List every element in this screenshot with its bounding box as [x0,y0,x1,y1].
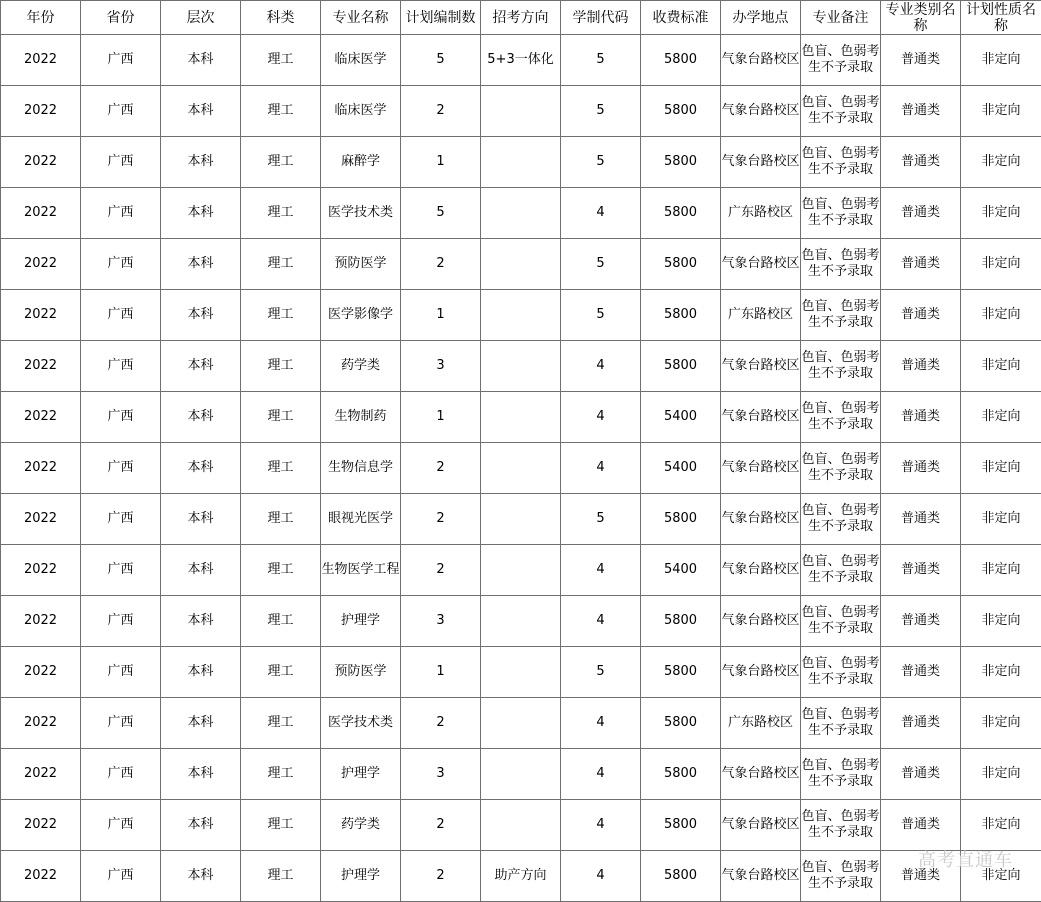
cell-duration-code: 5 [561,86,641,137]
cell-direction [481,494,561,545]
cell-major-name: 医学影像学 [321,290,401,341]
cell-major-name: 护理学 [321,596,401,647]
cell-major-name: 生物医学工程 [321,545,401,596]
cell-campus: 气象台路校区 [721,749,801,800]
cell-plan-nature: 非定向 [961,443,1041,494]
cell-plan-nature: 非定向 [961,188,1041,239]
cell-plan-nature: 非定向 [961,647,1041,698]
cell-plan-count: 2 [401,443,481,494]
cell-year: 2022 [1,188,81,239]
cell-major-name: 预防医学 [321,239,401,290]
cell-fee: 5800 [641,494,721,545]
header-campus: 办学地点 [721,1,801,35]
cell-major-category: 普通类 [881,86,961,137]
cell-subject-type: 理工 [241,545,321,596]
cell-major-category: 普通类 [881,494,961,545]
cell-major-name: 药学类 [321,341,401,392]
cell-level: 本科 [161,290,241,341]
cell-year: 2022 [1,800,81,851]
header-year: 年份 [1,1,81,35]
cell-campus: 气象台路校区 [721,392,801,443]
table-row [1,35,1041,86]
cell-level: 本科 [161,341,241,392]
header-province: 省份 [81,1,161,35]
cell-subject-type: 理工 [241,596,321,647]
table-row [1,698,1041,749]
cell-major-category: 普通类 [881,545,961,596]
cell-subject-type: 理工 [241,35,321,86]
cell-major-name: 生物制药 [321,392,401,443]
cell-subject-type: 理工 [241,494,321,545]
cell-plan-count: 1 [401,137,481,188]
cell-subject-type: 理工 [241,749,321,800]
cell-province: 广西 [81,392,161,443]
cell-major-category: 普通类 [881,443,961,494]
header-fee: 收费标准 [641,1,721,35]
cell-plan-count: 2 [401,698,481,749]
cell-major-category: 普通类 [881,392,961,443]
cell-duration-code: 4 [561,188,641,239]
cell-major-notes: 色盲、色弱考生不予录取 [801,698,881,749]
cell-plan-count: 3 [401,341,481,392]
cell-major-notes: 色盲、色弱考生不予录取 [801,749,881,800]
cell-major-notes: 色盲、色弱考生不予录取 [801,188,881,239]
cell-subject-type: 理工 [241,647,321,698]
table-row [1,239,1041,290]
table-row [1,290,1041,341]
cell-major-notes: 色盲、色弱考生不予录取 [801,545,881,596]
cell-level: 本科 [161,392,241,443]
cell-campus: 气象台路校区 [721,800,801,851]
cell-subject-type: 理工 [241,188,321,239]
cell-campus: 气象台路校区 [721,647,801,698]
table-row [1,341,1041,392]
cell-year: 2022 [1,851,81,902]
cell-fee: 5800 [641,698,721,749]
cell-plan-nature: 非定向 [961,800,1041,851]
cell-duration-code: 4 [561,596,641,647]
table-row [1,86,1041,137]
cell-campus: 气象台路校区 [721,545,801,596]
cell-plan-count: 5 [401,35,481,86]
cell-province: 广西 [81,86,161,137]
header-major-category: 专业类别名称 [881,1,961,35]
cell-level: 本科 [161,86,241,137]
cell-plan-count: 1 [401,647,481,698]
cell-province: 广西 [81,443,161,494]
cell-year: 2022 [1,392,81,443]
cell-year: 2022 [1,596,81,647]
cell-province: 广西 [81,800,161,851]
cell-duration-code: 5 [561,290,641,341]
header-subject-type: 科类 [241,1,321,35]
cell-direction [481,137,561,188]
cell-campus: 气象台路校区 [721,341,801,392]
cell-major-name: 眼视光医学 [321,494,401,545]
table-row [1,494,1041,545]
cell-province: 广西 [81,35,161,86]
cell-major-name: 医学技术类 [321,188,401,239]
cell-major-category: 普通类 [881,596,961,647]
cell-plan-count: 2 [401,545,481,596]
cell-fee: 5400 [641,392,721,443]
cell-duration-code: 4 [561,443,641,494]
cell-major-category: 普通类 [881,851,961,902]
cell-plan-nature: 非定向 [961,392,1041,443]
cell-duration-code: 4 [561,341,641,392]
cell-level: 本科 [161,851,241,902]
cell-major-notes: 色盲、色弱考生不予录取 [801,137,881,188]
cell-direction: 5+3一体化 [481,35,561,86]
cell-year: 2022 [1,545,81,596]
cell-fee: 5800 [641,749,721,800]
cell-major-name: 生物信息学 [321,443,401,494]
cell-major-notes: 色盲、色弱考生不予录取 [801,341,881,392]
table-row [1,137,1041,188]
cell-plan-count: 5 [401,188,481,239]
cell-duration-code: 5 [561,137,641,188]
cell-fee: 5800 [641,290,721,341]
cell-campus: 气象台路校区 [721,239,801,290]
cell-duration-code: 4 [561,545,641,596]
table-row [1,188,1041,239]
header-major-name: 专业名称 [321,1,401,35]
cell-major-notes: 色盲、色弱考生不予录取 [801,851,881,902]
cell-major-name: 临床医学 [321,35,401,86]
cell-subject-type: 理工 [241,137,321,188]
cell-year: 2022 [1,290,81,341]
cell-fee: 5800 [641,86,721,137]
cell-major-notes: 色盲、色弱考生不予录取 [801,494,881,545]
cell-major-notes: 色盲、色弱考生不予录取 [801,35,881,86]
cell-major-category: 普通类 [881,239,961,290]
cell-plan-count: 2 [401,239,481,290]
table-body [1,35,1041,902]
cell-direction [481,392,561,443]
cell-major-notes: 色盲、色弱考生不予录取 [801,647,881,698]
cell-major-category: 普通类 [881,749,961,800]
cell-year: 2022 [1,35,81,86]
cell-province: 广西 [81,749,161,800]
cell-year: 2022 [1,698,81,749]
cell-plan-nature: 非定向 [961,137,1041,188]
cell-plan-nature: 非定向 [961,545,1041,596]
cell-major-category: 普通类 [881,290,961,341]
cell-subject-type: 理工 [241,341,321,392]
cell-major-category: 普通类 [881,35,961,86]
cell-campus: 气象台路校区 [721,851,801,902]
cell-plan-nature: 非定向 [961,698,1041,749]
cell-major-category: 普通类 [881,341,961,392]
cell-province: 广西 [81,545,161,596]
cell-subject-type: 理工 [241,239,321,290]
cell-major-notes: 色盲、色弱考生不予录取 [801,290,881,341]
cell-subject-type: 理工 [241,698,321,749]
table-row [1,851,1041,902]
cell-campus: 气象台路校区 [721,596,801,647]
cell-province: 广西 [81,137,161,188]
cell-plan-nature: 非定向 [961,494,1041,545]
cell-direction [481,86,561,137]
cell-duration-code: 5 [561,239,641,290]
cell-direction [481,698,561,749]
cell-campus: 广东路校区 [721,290,801,341]
cell-major-name: 预防医学 [321,647,401,698]
cell-major-category: 普通类 [881,698,961,749]
cell-subject-type: 理工 [241,443,321,494]
header-plan-count: 计划编制数 [401,1,481,35]
cell-level: 本科 [161,35,241,86]
cell-plan-count: 2 [401,86,481,137]
cell-level: 本科 [161,800,241,851]
cell-subject-type: 理工 [241,392,321,443]
cell-province: 广西 [81,188,161,239]
cell-duration-code: 4 [561,851,641,902]
cell-direction [481,290,561,341]
cell-fee: 5400 [641,545,721,596]
cell-fee: 5800 [641,647,721,698]
cell-province: 广西 [81,341,161,392]
cell-level: 本科 [161,443,241,494]
cell-plan-count: 2 [401,851,481,902]
cell-major-name: 药学类 [321,800,401,851]
cell-campus: 广东路校区 [721,188,801,239]
cell-subject-type: 理工 [241,290,321,341]
cell-duration-code: 5 [561,35,641,86]
cell-year: 2022 [1,341,81,392]
cell-fee: 5800 [641,137,721,188]
cell-duration-code: 5 [561,647,641,698]
cell-plan-nature: 非定向 [961,35,1041,86]
cell-major-notes: 色盲、色弱考生不予录取 [801,443,881,494]
table-row [1,392,1041,443]
table-row [1,800,1041,851]
cell-campus: 气象台路校区 [721,137,801,188]
cell-subject-type: 理工 [241,86,321,137]
cell-major-notes: 色盲、色弱考生不予录取 [801,800,881,851]
cell-level: 本科 [161,239,241,290]
header-plan-nature: 计划性质名称 [961,1,1041,35]
cell-province: 广西 [81,596,161,647]
cell-province: 广西 [81,494,161,545]
cell-level: 本科 [161,494,241,545]
cell-campus: 气象台路校区 [721,35,801,86]
cell-major-category: 普通类 [881,188,961,239]
cell-level: 本科 [161,647,241,698]
table-row [1,647,1041,698]
cell-major-category: 普通类 [881,647,961,698]
cell-plan-nature: 非定向 [961,341,1041,392]
cell-plan-nature: 非定向 [961,86,1041,137]
cell-province: 广西 [81,239,161,290]
cell-plan-nature: 非定向 [961,290,1041,341]
cell-duration-code: 4 [561,698,641,749]
cell-level: 本科 [161,137,241,188]
cell-campus: 气象台路校区 [721,443,801,494]
cell-duration-code: 5 [561,494,641,545]
cell-direction [481,647,561,698]
cell-major-notes: 色盲、色弱考生不予录取 [801,239,881,290]
cell-plan-nature: 非定向 [961,749,1041,800]
cell-fee: 5800 [641,596,721,647]
table-row [1,545,1041,596]
cell-campus: 气象台路校区 [721,494,801,545]
cell-plan-count: 2 [401,800,481,851]
cell-direction [481,749,561,800]
cell-major-notes: 色盲、色弱考生不予录取 [801,596,881,647]
cell-major-name: 麻醉学 [321,137,401,188]
cell-level: 本科 [161,545,241,596]
cell-year: 2022 [1,443,81,494]
cell-major-name: 临床医学 [321,86,401,137]
cell-plan-count: 1 [401,290,481,341]
cell-province: 广西 [81,290,161,341]
table-row [1,596,1041,647]
cell-province: 广西 [81,698,161,749]
cell-fee: 5800 [641,35,721,86]
cell-plan-count: 1 [401,392,481,443]
cell-duration-code: 4 [561,749,641,800]
cell-direction [481,800,561,851]
cell-plan-count: 3 [401,596,481,647]
cell-direction [481,188,561,239]
cell-direction [481,341,561,392]
cell-direction: 助产方向 [481,851,561,902]
cell-fee: 5800 [641,239,721,290]
cell-major-name: 医学技术类 [321,698,401,749]
cell-province: 广西 [81,647,161,698]
table-header-row [1,1,1041,35]
watermark-text: 高考直通车 [918,850,1013,871]
cell-fee: 5800 [641,188,721,239]
cell-direction [481,545,561,596]
cell-duration-code: 4 [561,800,641,851]
header-major-notes: 专业备注 [801,1,881,35]
cell-level: 本科 [161,188,241,239]
cell-major-category: 普通类 [881,137,961,188]
cell-level: 本科 [161,596,241,647]
table-row [1,443,1041,494]
cell-year: 2022 [1,647,81,698]
cell-campus: 广东路校区 [721,698,801,749]
cell-plan-count: 2 [401,494,481,545]
cell-direction [481,596,561,647]
cell-year: 2022 [1,137,81,188]
cell-direction [481,239,561,290]
cell-year: 2022 [1,749,81,800]
cell-fee: 5800 [641,341,721,392]
cell-fee: 5400 [641,443,721,494]
cell-province: 广西 [81,851,161,902]
cell-subject-type: 理工 [241,851,321,902]
cell-direction [481,443,561,494]
cell-plan-count: 3 [401,749,481,800]
cell-plan-nature: 非定向 [961,239,1041,290]
cell-level: 本科 [161,749,241,800]
header-duration-code: 学制代码 [561,1,641,35]
cell-major-name: 护理学 [321,851,401,902]
cell-subject-type: 理工 [241,800,321,851]
cell-major-category: 普通类 [881,800,961,851]
cell-major-notes: 色盲、色弱考生不予录取 [801,86,881,137]
header-direction: 招考方向 [481,1,561,35]
cell-year: 2022 [1,239,81,290]
cell-major-name: 护理学 [321,749,401,800]
cell-year: 2022 [1,86,81,137]
cell-level: 本科 [161,698,241,749]
cell-fee: 5800 [641,800,721,851]
cell-fee: 5800 [641,851,721,902]
table-row [1,749,1041,800]
cell-plan-nature: 非定向 [961,851,1041,902]
cell-plan-nature: 非定向 [961,596,1041,647]
header-level: 层次 [161,1,241,35]
cell-major-notes: 色盲、色弱考生不予录取 [801,392,881,443]
cell-year: 2022 [1,494,81,545]
cell-duration-code: 4 [561,392,641,443]
cell-campus: 气象台路校区 [721,86,801,137]
